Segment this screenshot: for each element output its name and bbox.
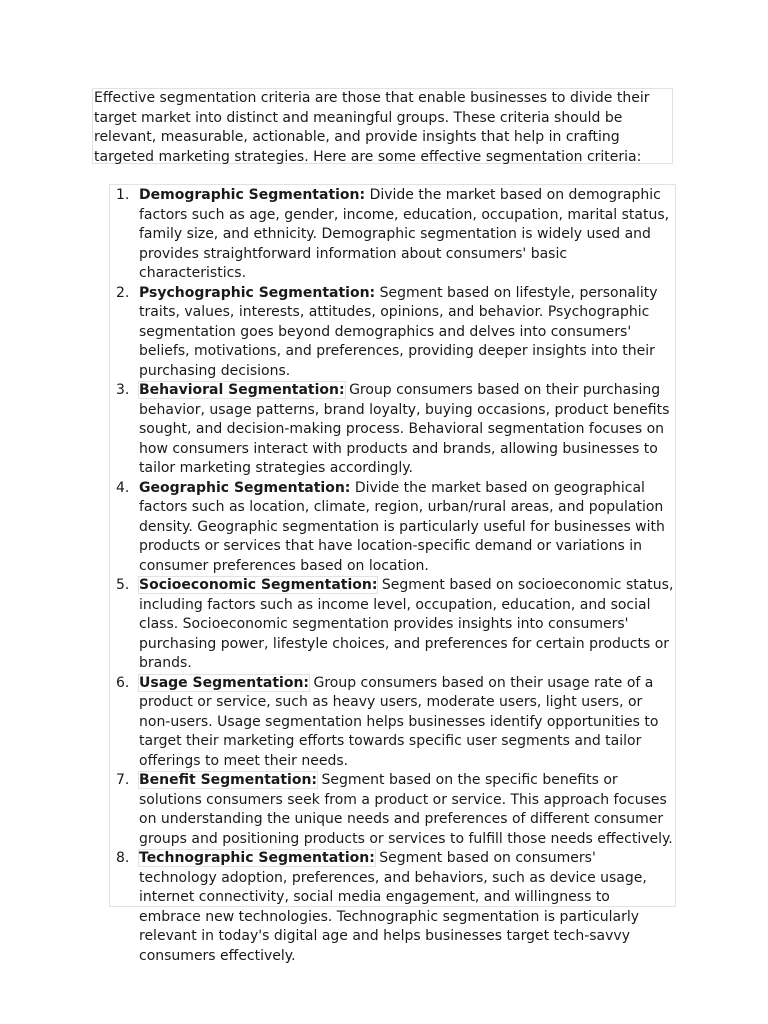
item-term: Usage Segmentation: (139, 674, 310, 691)
list-item (110, 284, 675, 382)
item-description: Group consumers based on their purchasing behavior, usage patterns, brand loyalty, buying occasions, product benefits sought, and decision-making process. Behavioral segmentation focuses on how consumers interact with products and brands, allowing businesses to tailor marketing strategies accordingly. (139, 382, 670, 476)
list-item (110, 186, 675, 284)
item-description: Divide the market based on demographic factors such as age, gender, income, education, occupation, marital status, family size, and ethnicity. Demographic segmentation is widely used and provides straightforward information about consumers' basic characteristics. (139, 187, 670, 281)
item-number: 4. (116, 479, 130, 496)
intro-paragraph: Effective segmentation criteria are those that enable businesses to divide their target market into distinct and meaningful groups. These criteria should be relevant, measurable, actionable, and provide insights that help in crafting targeted marketing strategies. Here are some effective segmentation criteria: (92, 88, 673, 164)
item-description: Segment based on socioeconomic status, including factors such as income level, occupation, education, and social class. Socioeconomic segmentation provides insights into consumers' purchasing power, lifestyle choices, and preferences for certain products or brands. (139, 577, 674, 671)
item-description: Group consumers based on their usage rate of a product or service, such as heavy users, moderate users, light users, or non-users. Usage segmentation helps businesses identify opportunities to target their marketing efforts towards specific user segments and tailor offerings to meet their needs. (139, 674, 659, 769)
list-item (110, 479, 675, 577)
item-term: Demographic Segmentation: (139, 187, 366, 203)
list-item (110, 849, 675, 966)
segmentation-criteria-box (109, 184, 676, 964)
list-item (110, 381, 675, 479)
segmentation-criteria-list (110, 186, 675, 966)
item-term: Psychographic Segmentation: (139, 284, 376, 301)
item-description: Segment based on lifestyle, personality traits, values, interests, attitudes, opinions, and behavior. Psychographic segmentation goes beyond demographics and delves into consumers' beliefs, motivations, and preferences, providing deeper insights into their purchasing decisions. (139, 284, 658, 379)
list-item (110, 576, 675, 674)
item-number: 6. (116, 674, 130, 691)
item-number: 8. (116, 850, 130, 866)
item-number: 7. (116, 772, 130, 788)
item-term: Benefit Segmentation: (139, 772, 318, 788)
item-number: 1. (116, 187, 130, 203)
item-description: Segment based on consumers' technology adoption, preferences, and behaviors, such as device usage, internet connectivity, social media engagement, and willingness to embrace new technologies. Technographic segmentation is particularly relevant in today's digital age and helps businesses target tech-savvy consumers effectively. (139, 850, 647, 964)
item-term: Behavioral Segmentation: (139, 382, 345, 398)
item-description: Divide the market based on geographical factors such as location, climate, region, urban/rural areas, and population density. Geographic segmentation is particularly useful for businesses with products or services that have location-specific demand or variations in consumer preferences based on location. (139, 479, 665, 574)
list-item (110, 674, 675, 772)
item-description: Segment based on the specific benefits or solutions consumers seek from a product or service. This approach focuses on understanding the unique needs and preferences of different consumer groups and positioning products or services to fulfill those needs effectively. (139, 772, 673, 847)
list-item (110, 771, 675, 849)
item-number: 3. (116, 382, 130, 398)
item-number: 2. (116, 284, 130, 301)
item-term: Technographic Segmentation: (139, 850, 375, 866)
item-term: Geographic Segmentation: (139, 479, 351, 496)
item-term: Socioeconomic Segmentation: (139, 577, 378, 593)
item-number: 5. (116, 577, 130, 593)
